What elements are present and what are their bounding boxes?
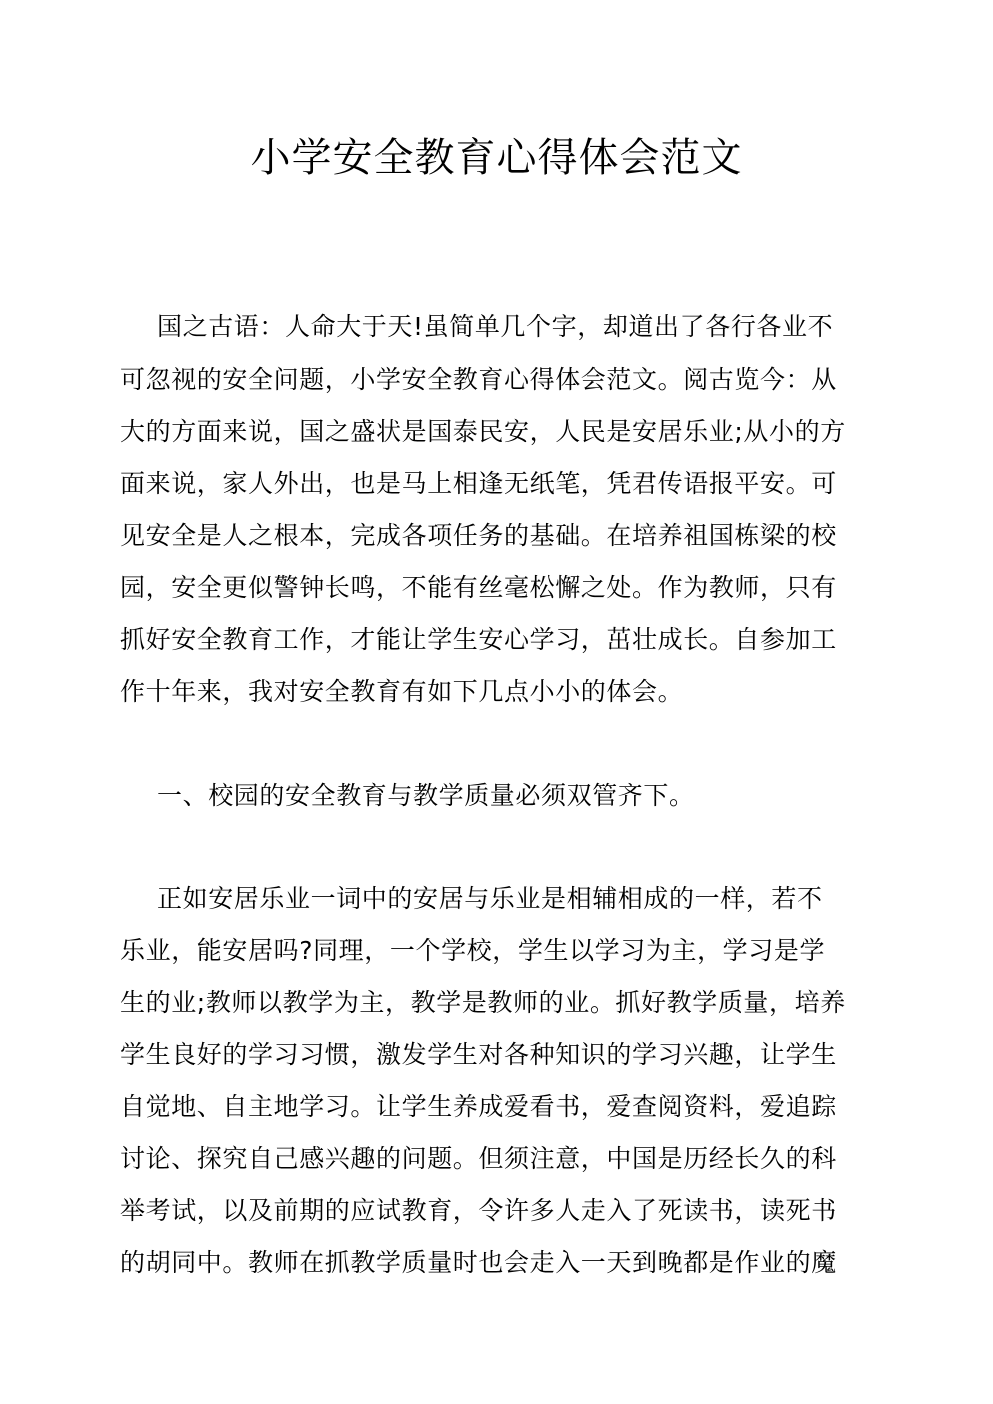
section-heading-text: 一、校园的安全教育与教学质量必须双管齐下。: [157, 781, 695, 810]
text-line: 生的业;教师以教学为主，教学是教师的业。抓好教学质量，培养: [120, 988, 846, 1017]
text-line: 作十年来，我对安全教育有如下几点小小的体会。: [120, 677, 684, 706]
text-line: 自觉地、自主地学习。让学生养成爱看书，爱查阅资料，爱追踪: [120, 1092, 837, 1121]
text-line: 讨论、探究自己感兴趣的问题。但须注意，中国是历经长久的科: [120, 1144, 837, 1173]
text-line: 乐业，能安居吗?同理，一个学校，学生以学习为主，学习是学: [120, 936, 826, 965]
text-line: 可忽视的安全问题，小学安全教育心得体会范文。阅古览今：从: [120, 365, 837, 394]
text-line: 面来说，家人外出，也是马上相逢无纸笔，凭君传语报平安。可: [120, 469, 837, 498]
text-line: 的胡同中。教师在抓教学质量时也会走入一天到晚都是作业的魔: [120, 1248, 837, 1277]
text-line: 正如安居乐业一词中的安居与乐业是相辅相成的一样，若不: [157, 884, 823, 913]
text-line: 园，安全更似警钟长鸣，不能有丝毫松懈之处。作为教师，只有: [120, 573, 837, 602]
text-line: 抓好安全教育工作，才能让学生安心学习，茁壮成长。自参加工: [120, 625, 837, 654]
text-line: 学生良好的学习习惯，激发学生对各种知识的学习兴趣，让学生: [120, 1040, 837, 1069]
text-line: 见安全是人之根本，完成各项任务的基础。在培养祖国栋梁的校: [120, 521, 837, 550]
text-line: 大的方面来说，国之盛状是国泰民安，人民是安居乐业;从小的方: [120, 417, 846, 446]
text-line: 举考试，以及前期的应试教育，令许多人走入了死读书，读死书: [120, 1196, 837, 1225]
text-line: 国之古语：人命大于天!虽简单几个字，却道出了各行各业不: [157, 312, 834, 341]
document-title: 小学安全教育心得体会范文: [250, 135, 743, 181]
